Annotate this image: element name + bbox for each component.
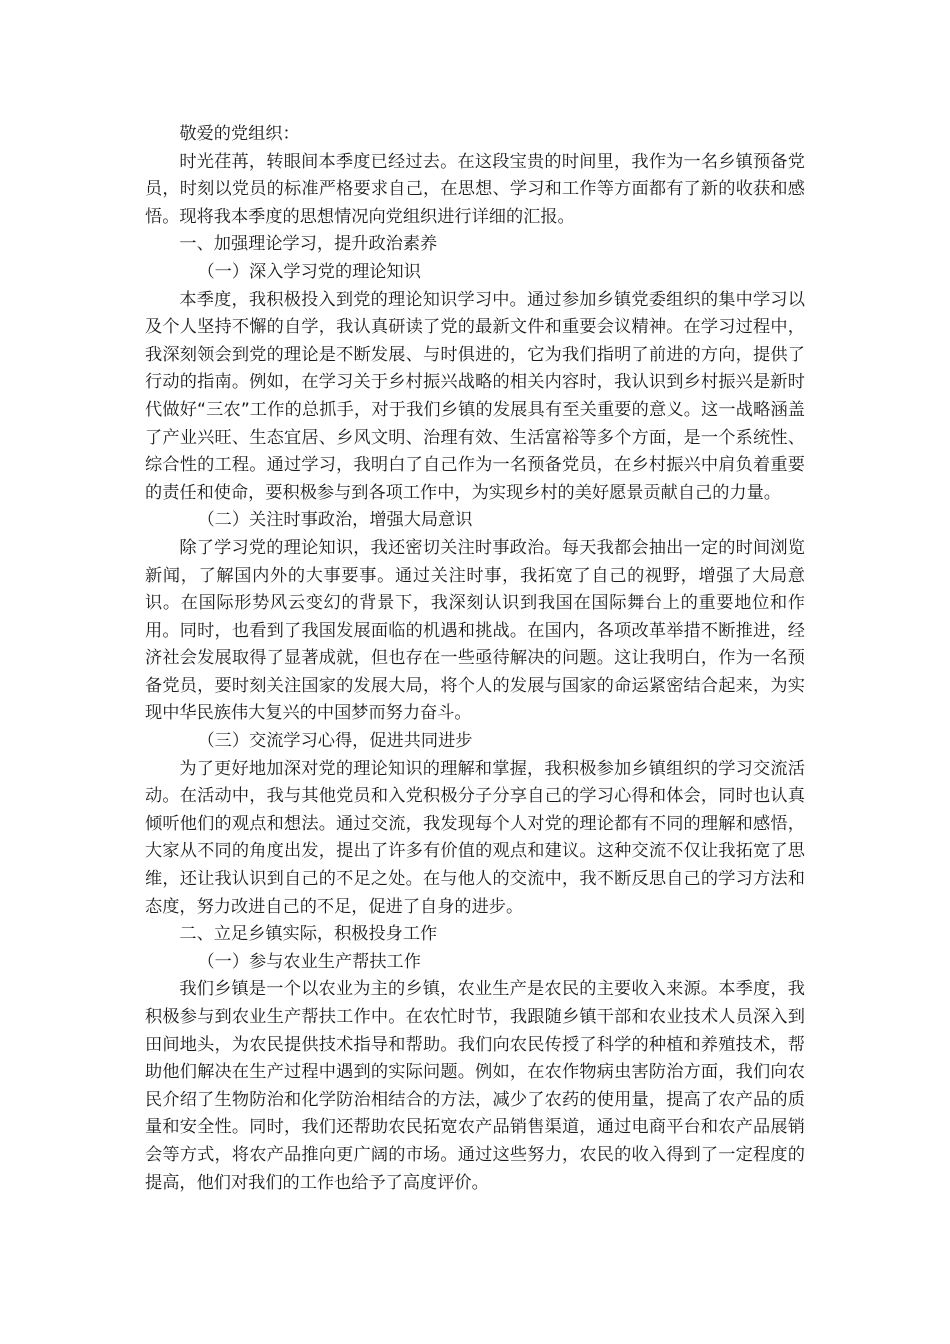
section-2-1-paragraph: 我们乡镇是一个以农业为主的乡镇，农业生产是农民的主要收入来源。本季度，我积极参与到农业生产帮扶工作中。在农忙时节，我跟随乡镇干部和农业技术人员深入到田间地头，为农民提供技术指导和帮助。我们向农民传授了科学的种植和养殖技术，帮助他们解决在生产过程中遇到的实际问题。例如，在农作物病虫害防治方面，我们向农民介绍了生物防治和化学防治相结合的方法，减少了农药的使用量，提高了农产品的质量和安全性。同时，我们还帮助农民拓宽农产品销售渠道，通过电商平台和农产品展销会等方式，将农产品推向更广阔的市场。通过这些努力，农民的收入得到了一定程度的提高，他们对我们的工作也给予了高度评价。 xyxy=(145,979,805,1193)
salutation: 敬爱的党组织： xyxy=(179,124,300,144)
document-body xyxy=(145,121,805,1197)
section-1-3-heading: （三）交流学习心得，促进共同进步 xyxy=(197,731,473,752)
intro-paragraph: 时光荏苒，转眼间本季度已经过去。在这段宝贵的时间里，我作为一名乡镇预备党员，时刻以党员的标准严格要求自己，在思想、学习和工作等方面都有了新的收获和感悟。现将我本季度的思想情况向党组织进行详细的汇报。 xyxy=(145,151,805,227)
section-1-2-paragraph: 除了学习党的理论知识，我还密切关注时事政治。每天我都会抽出一定的时间浏览新闻，了解国内外的大事要事。通过关注时事，我拓宽了自己的视野，增强了大局意识。在国际形势风云变幻的背景下，我深刻认识到我国在国际舞台上的重要地位和作用。同时，也看到了我国发展面临的机遇和挑战。在国内，各项改革举措不断推进，经济社会发展取得了显著成就，但也存在一些亟待解决的问题。这让我明白，作为一名预备党员，要时刻关注国家的发展大局，将个人的发展与国家的命运紧密结合起来，为实现中华民族伟大复兴的中国梦而努力奋斗。 xyxy=(145,537,805,724)
section-2-1-heading: （一）参与农业生产帮扶工作 xyxy=(197,951,421,972)
section-1-heading: 一、加强理论学习，提升政治素养 xyxy=(179,234,438,255)
section-1-3-paragraph: 为了更好地加深对党的理论知识的理解和掌握，我积极参加乡镇组织的学习交流活动。在活动中，我与其他党员和入党积极分子分享自己的学习心得和体会，同时也认真倾听他们的观点和想法。通过交流，我发现每个人对党的理论都有不同的理解和感悟，大家从不同的角度出发，提出了许多有价值的观点和建议。这种交流不仅让我拓宽了思维，还让我认识到自己的不足之处。在与他人的交流中，我不断反思自己的学习方法和态度，努力改进自己的不足，促进了自身的进步。 xyxy=(145,758,805,917)
section-1-1-heading: （一）深入学习党的理论知识 xyxy=(197,261,421,282)
section-1-2-heading: （二）关注时事政治，增强大局意识 xyxy=(197,510,473,531)
section-1-1-paragraph: 本季度，我积极投入到党的理论知识学习中。通过参加乡镇党委组织的集中学习以及个人坚持不懈的自学，我认真研读了党的最新文件和重要会议精神。在学习过程中，我深刻领会到党的理论是不断发展、与时俱进的，它为我们指明了前进的方向，提供了行动的指南。例如，在学习关于乡村振兴战略的相关内容时，我认识到乡村振兴是新时代做好“三农”工作的总抓手，对于我们乡镇的发展具有至关重要的意义。这一战略涵盖了产业兴旺、生态宜居、乡风文明、治理有效、生活富裕等多个方面，是一个系统性、综合性的工程。通过学习，我明白了自己作为一名预备党员，在乡村振兴中肩负着重要的责任和使命，要积极参与到各项工作中，为实现乡村的美好愿景贡献自己的力量。 xyxy=(145,289,805,503)
section-2-heading: 二、立足乡镇实际，积极投身工作 xyxy=(179,924,438,945)
